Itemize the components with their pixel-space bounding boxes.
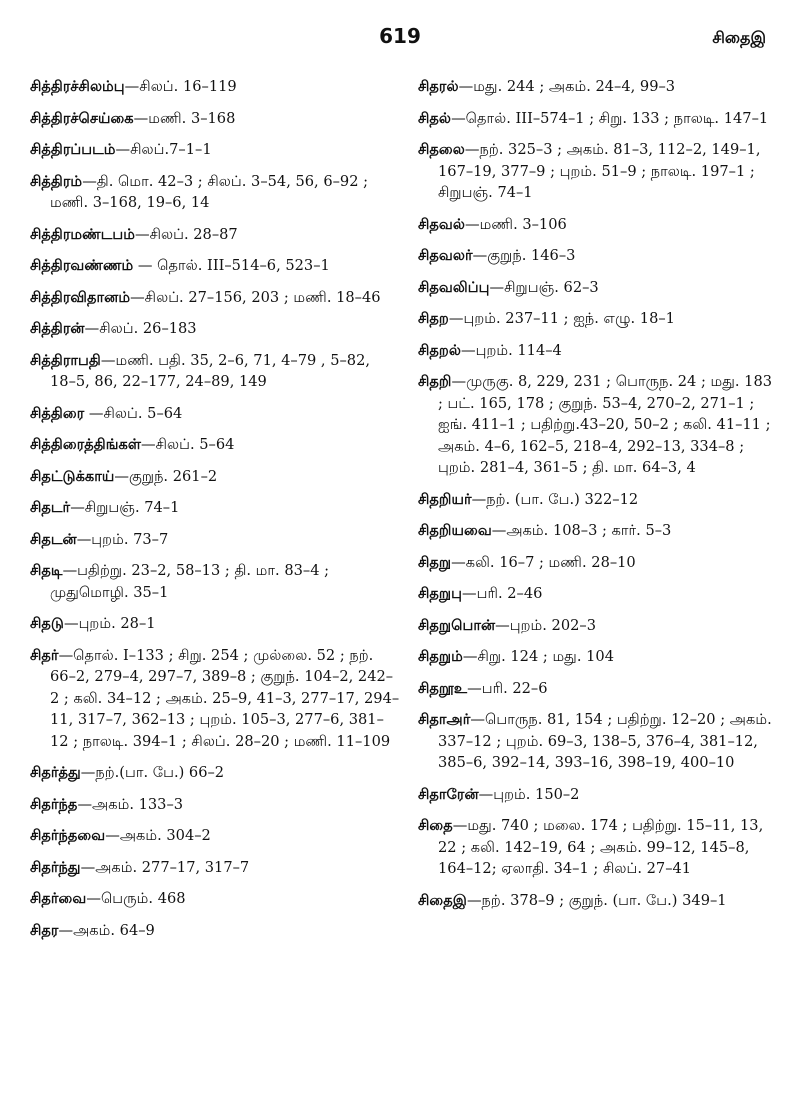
entry-headword: சித்திராபதி <box>30 351 101 369</box>
entry-headword: சிதறும் <box>418 648 463 665</box>
index-entry <box>418 371 778 479</box>
index-entry <box>418 214 778 236</box>
entry-headword: சிதலை <box>418 141 465 158</box>
entry-references: —நற். 378–9 ; குறுந். (பா. பே.) 349–1 <box>466 891 727 909</box>
entry-headword: சிதல் <box>418 109 452 127</box>
entry-references: —புறம். 237–11 ; ஐந். எழு. 18–1 <box>448 310 675 327</box>
entry-references: —அகம். 108–3 ; கார். 5–3 <box>491 522 672 539</box>
entry-references: —அகம். 277–17, 317–7 <box>80 858 250 876</box>
entry-headword: சிதர்ந்து <box>30 858 81 876</box>
entry-headword: சிதர்த்து <box>30 764 81 781</box>
index-entry <box>30 139 400 161</box>
entry-headword: சித்திரவிதானம் <box>30 288 131 306</box>
entry-headword: சித்திரைத்திங்கள் <box>30 436 141 453</box>
index-entry <box>30 466 400 488</box>
index-entry <box>30 403 400 425</box>
index-entry <box>30 888 400 910</box>
entry-references: —புறம். 114–4 <box>460 341 562 359</box>
entry-headword: சித்திரச்செய்கை <box>30 109 134 127</box>
entry-headword: சிதாரேன் <box>418 785 479 803</box>
left-column <box>30 76 400 951</box>
index-entry <box>418 520 778 542</box>
index-entry <box>418 583 778 605</box>
entry-references: — தொல். III–514–6, 523–1 <box>133 257 330 274</box>
entry-references: —புறம். 28–1 <box>63 615 156 632</box>
entry-references: —சிலப். 28–87 <box>134 225 238 243</box>
entry-headword: சிதறுபு <box>418 585 462 602</box>
entry-headword: சிதர்ந்த <box>30 795 78 813</box>
index-entry <box>30 613 400 635</box>
index-entry <box>30 108 400 130</box>
entry-references: —புறம். 150–2 <box>478 785 580 803</box>
index-entry <box>30 794 400 816</box>
entry-references: —சிறுபஞ். 62–3 <box>489 278 599 296</box>
entry-headword: சிதறியவை <box>418 522 492 539</box>
entry-headword: சிதவலர் <box>418 247 473 264</box>
entry-headword: சிதைஇ <box>418 891 467 909</box>
index-entry <box>30 224 400 246</box>
index-entry <box>418 552 778 574</box>
entry-headword: சிதடி <box>30 562 63 579</box>
entry-headword: சித்திரவண்ணம் <box>30 257 134 274</box>
entry-references: —குறுந். 146–3 <box>472 247 576 264</box>
entry-references: —தொல். I–133 ; சிறு. 254 ; முல்லை. 52 ; நற். 66–2, 279–4, 297–7, 389–8 ; குறுந். 104–2, 242–2 ; கலி. 34–12 ; அகம். 25–9, 41–3, 277–17, 294–11, 317–7, 362–13 ; புறம். 105–3, 277–6, 381–12 ; நாலடி. 394–1 ; சிலப். 28–20 ; மணி. 11–109 <box>50 646 400 750</box>
running-head: சிதைஇ <box>712 28 766 47</box>
entry-references: —புறம். 73–7 <box>76 530 169 548</box>
entry-references: —சிலப். 27–156, 203 ; மணி. 18–46 <box>130 288 381 306</box>
index-entry <box>418 245 778 267</box>
index-entry <box>30 920 400 942</box>
entry-headword: சிதர் <box>30 646 59 664</box>
entry-references: —அகம். 64–9 <box>58 921 155 939</box>
entry-references: —நற்.(பா. பே.) 66–2 <box>80 764 225 781</box>
index-entry <box>418 340 778 362</box>
entry-headword: சித்திரம் <box>30 172 83 190</box>
entry-references: —சிலப். 26–183 <box>84 320 197 337</box>
entry-references: —மணி. 3–106 <box>465 215 567 233</box>
index-entry <box>418 615 778 637</box>
entry-references: —கலி. 16–7 ; மணி. 28–10 <box>451 553 636 571</box>
entry-references: —பரி. 22–6 <box>467 679 548 697</box>
index-entry <box>30 287 400 309</box>
entry-references: —மது. 740 ; மலை. 174 ; பதிற்று. 15–11, 13, 22 ; கலி. 142–19, 64 ; அகம். 99–12, 145–8, 164–12; ஏலாதி. 34–1 ; சிலப். 27–41 <box>438 817 764 877</box>
entry-references: —முருகு. 8, 229, 231 ; பொருந. 24 ; மது. 183 ; பட். 165, 178 ; குறுந். 53–4, 270–2, 271–1 ; ஐங். 411–1 ; பதிற்று.43–20, 50–2 ; கலி. 41–11 ; அகம். 4–6, 162–5, 218–4, 292–13, 334–8 ; புறம். 281–4, 361–5 ; தி. மா. 64–3, 4 <box>438 373 773 476</box>
index-entry <box>30 825 400 847</box>
index-entry <box>30 171 400 214</box>
entry-references: —தொல். III–574–1 ; சிறு. 133 ; நாலடி. 147–1 <box>451 109 769 127</box>
entry-headword: சித்திரமண்டபம் <box>30 225 135 243</box>
entry-references: —நற். (பா. பே.) 322–12 <box>471 490 639 508</box>
index-entry <box>418 308 778 330</box>
entry-references: —அகம். 133–3 <box>77 795 184 813</box>
entry-references: —சிறு. 124 ; மது. 104 <box>462 648 614 665</box>
index-entry <box>418 76 778 98</box>
entry-references: —பெரும். 468 <box>86 890 186 907</box>
entry-references: —பொருந. 81, 154 ; பதிற்று. 12–20 ; அகம். 337–12 ; புறம். 69–3, 138–5, 376–4, 381–12, 385–6, 392–14, 393–16, 398–19, 400–10 <box>438 711 772 771</box>
entry-references: —பரி. 2–46 <box>462 585 543 602</box>
entry-references: —மணி. பதி. 35, 2–6, 71, 4–79 , 5–82, 18–5, 86, 22–177, 24–89, 149 <box>50 351 370 390</box>
entry-headword: சிதவல் <box>418 215 466 233</box>
entry-headword: சித்திரை <box>30 404 85 422</box>
index-entry <box>418 709 778 774</box>
entry-headword: சிதர <box>30 921 59 939</box>
index-entry <box>30 434 400 456</box>
entry-headword: சிதறு <box>418 553 452 571</box>
entry-references: —குறுந். 261–2 <box>114 467 218 485</box>
index-entry <box>30 255 400 277</box>
entry-headword: சிதறூஉ <box>418 679 468 697</box>
index-entry <box>30 645 400 753</box>
entry-references: —சிலப். 16–119 <box>124 78 237 95</box>
index-entry <box>418 890 778 912</box>
entry-headword: சிதாஅர் <box>418 711 471 728</box>
entry-references: —சிலப். 5–64 <box>141 436 235 453</box>
entry-headword: சித்திரச்சிலம்பு <box>30 78 125 95</box>
index-entry <box>30 529 400 551</box>
entry-headword: சிதடர் <box>30 499 71 516</box>
entry-headword: சிதடன் <box>30 530 77 548</box>
entry-headword: சிதறுபொன் <box>418 616 496 634</box>
index-entry <box>30 857 400 879</box>
entry-references: —சிலப். 5–64 <box>84 404 183 422</box>
entry-references: —சிலப்.7–1–1 <box>115 141 212 158</box>
index-entry <box>30 560 400 603</box>
index-entry <box>418 489 778 511</box>
entry-headword: சிதை <box>418 817 453 834</box>
entry-headword: சிதர்ந்தவை <box>30 827 106 844</box>
index-entry <box>418 108 778 130</box>
index-entry <box>418 646 778 668</box>
entry-headword: சிதவலிப்பு <box>418 278 490 296</box>
index-entry <box>30 762 400 784</box>
entry-references: —அகம். 304–2 <box>105 827 211 844</box>
entry-references: —புறம். 202–3 <box>495 616 596 634</box>
entry-references: —மணி. 3–168 <box>133 109 236 127</box>
entry-headword: சிதற <box>418 310 449 327</box>
entry-headword: சிதரல் <box>418 78 459 95</box>
entry-headword: சிதறல் <box>418 341 461 359</box>
entry-headword: சிதடு <box>30 615 64 632</box>
entry-references: —பதிற்று. 23–2, 58–13 ; தி. மா. 83–4 ; முதுமொழி. 35–1 <box>50 562 330 601</box>
entry-headword: சிதறி <box>418 373 452 390</box>
index-entry <box>30 318 400 340</box>
index-entry <box>418 277 778 299</box>
index-entry <box>418 815 778 880</box>
entry-headword: சிதட்டுக்காய் <box>30 467 115 485</box>
entry-references: —சிறுபஞ். 74–1 <box>70 499 180 516</box>
index-entry <box>30 497 400 519</box>
entry-references: —நற். 325–3 ; அகம். 81–3, 112–2, 149–1, 167–19, 377–9 ; புறம். 51–9 ; நாலடி. 197–1 ; சிறுபஞ். 74–1 <box>438 141 761 201</box>
page-number: 619 <box>379 24 421 48</box>
entry-headword: சித்திரப்படம் <box>30 141 116 158</box>
right-column <box>418 76 778 921</box>
entry-headword: சிதறியர் <box>418 490 472 508</box>
index-entry <box>418 784 778 806</box>
index-entry <box>418 139 778 204</box>
entry-references: —தி. மொ. 42–3 ; சிலப். 3–54, 56, 6–92 ; மணி. 3–168, 19–6, 14 <box>50 172 369 211</box>
index-entry <box>30 350 400 393</box>
entry-headword: சித்திரன் <box>30 320 85 337</box>
index-entry <box>418 678 778 700</box>
entry-headword: சிதர்வை <box>30 890 87 907</box>
entry-references: —மது. 244 ; அகம். 24–4, 99–3 <box>458 78 676 95</box>
index-entry <box>30 76 400 98</box>
